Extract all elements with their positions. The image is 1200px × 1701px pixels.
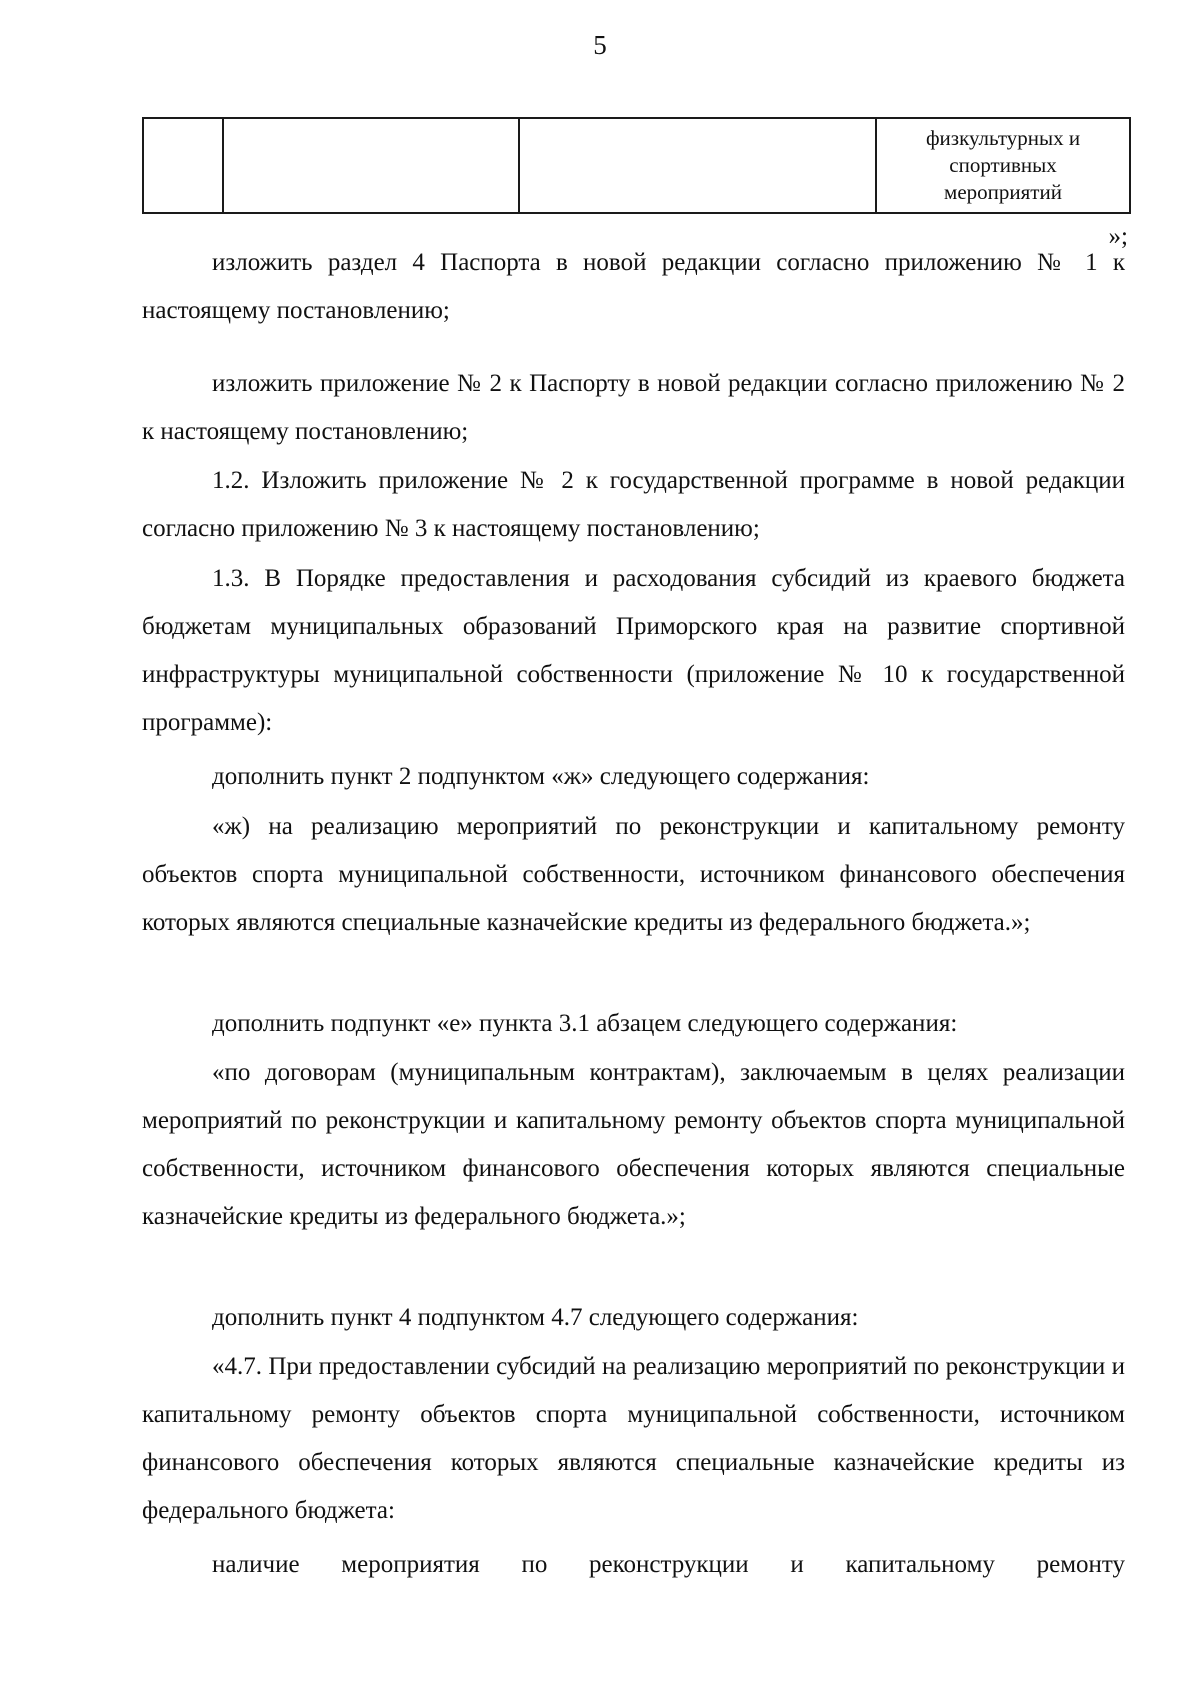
paragraph: дополнить пункт 2 подпунктом «ж» следующего содержания:	[212, 763, 870, 790]
table-cell-line: мероприятий	[944, 180, 1062, 204]
table-row	[143, 118, 1130, 213]
paragraph: «по договорам (муниципальным контрактам), заключаемым в целях реализации мероприятий по реконструкции и капитальному ремонту объектов спорта муниципальной собственности, источником финансового обеспечения которых являются специальные казначейские кредиты из федерального бюджета.»;	[142, 1059, 1125, 1230]
paragraph: «4.7. При предоставлении субсидий на реализацию мероприятий по реконструкции и капитальному ремонту объектов спорта муниципальной собственности, источником финансового обеспечения которых являются специальные казначейские кредиты из федерального бюджета:	[142, 1353, 1125, 1524]
paragraph: изложить приложение № 2 к Паспорту в новой редакции согласно приложению № 2 к настоящему постановлению;	[142, 370, 1125, 445]
table-cell-description	[519, 118, 876, 213]
table-cell-number	[143, 118, 223, 213]
table-cell-text	[876, 118, 1130, 213]
table-cell-name	[223, 118, 519, 213]
closing-quote: »;	[1108, 223, 1128, 250]
table-cell-line: спортивных	[949, 153, 1057, 177]
paragraph: дополнить пункт 4 подпунктом 4.7 следующего содержания:	[212, 1304, 859, 1331]
page-number: 5	[593, 30, 607, 60]
paragraph: наличие мероприятия по реконструкции и капитальному ремонту	[212, 1551, 1125, 1578]
paragraph: изложить раздел 4 Паспорта в новой редакции согласно приложению № 1 к настоящему постановлению;	[142, 249, 1125, 324]
paragraph: 1.3. В Порядке предоставления и расходования субсидий из краевого бюджета бюджетам муниципальных образований Приморского края на развитие спортивной инфраструктуры муниципальной собственности (приложение № 10 к государственной программе):	[142, 565, 1125, 736]
paragraph: «ж) на реализацию мероприятий по реконструкции и капитальному ремонту объектов спорта муниципальной собственности, источником финансового обеспечения которых являются специальные казначейские кредиты из федерального бюджета.»;	[142, 813, 1125, 936]
paragraph: дополнить подпункт «е» пункта 3.1 абзацем следующего содержания:	[212, 1010, 958, 1037]
paragraph: 1.2. Изложить приложение № 2 к государственной программе в новой редакции согласно приложению № 3 к настоящему постановлению;	[142, 467, 1125, 542]
continued-table	[142, 117, 1131, 214]
table-cell-line: физкультурных и	[925, 126, 1081, 150]
